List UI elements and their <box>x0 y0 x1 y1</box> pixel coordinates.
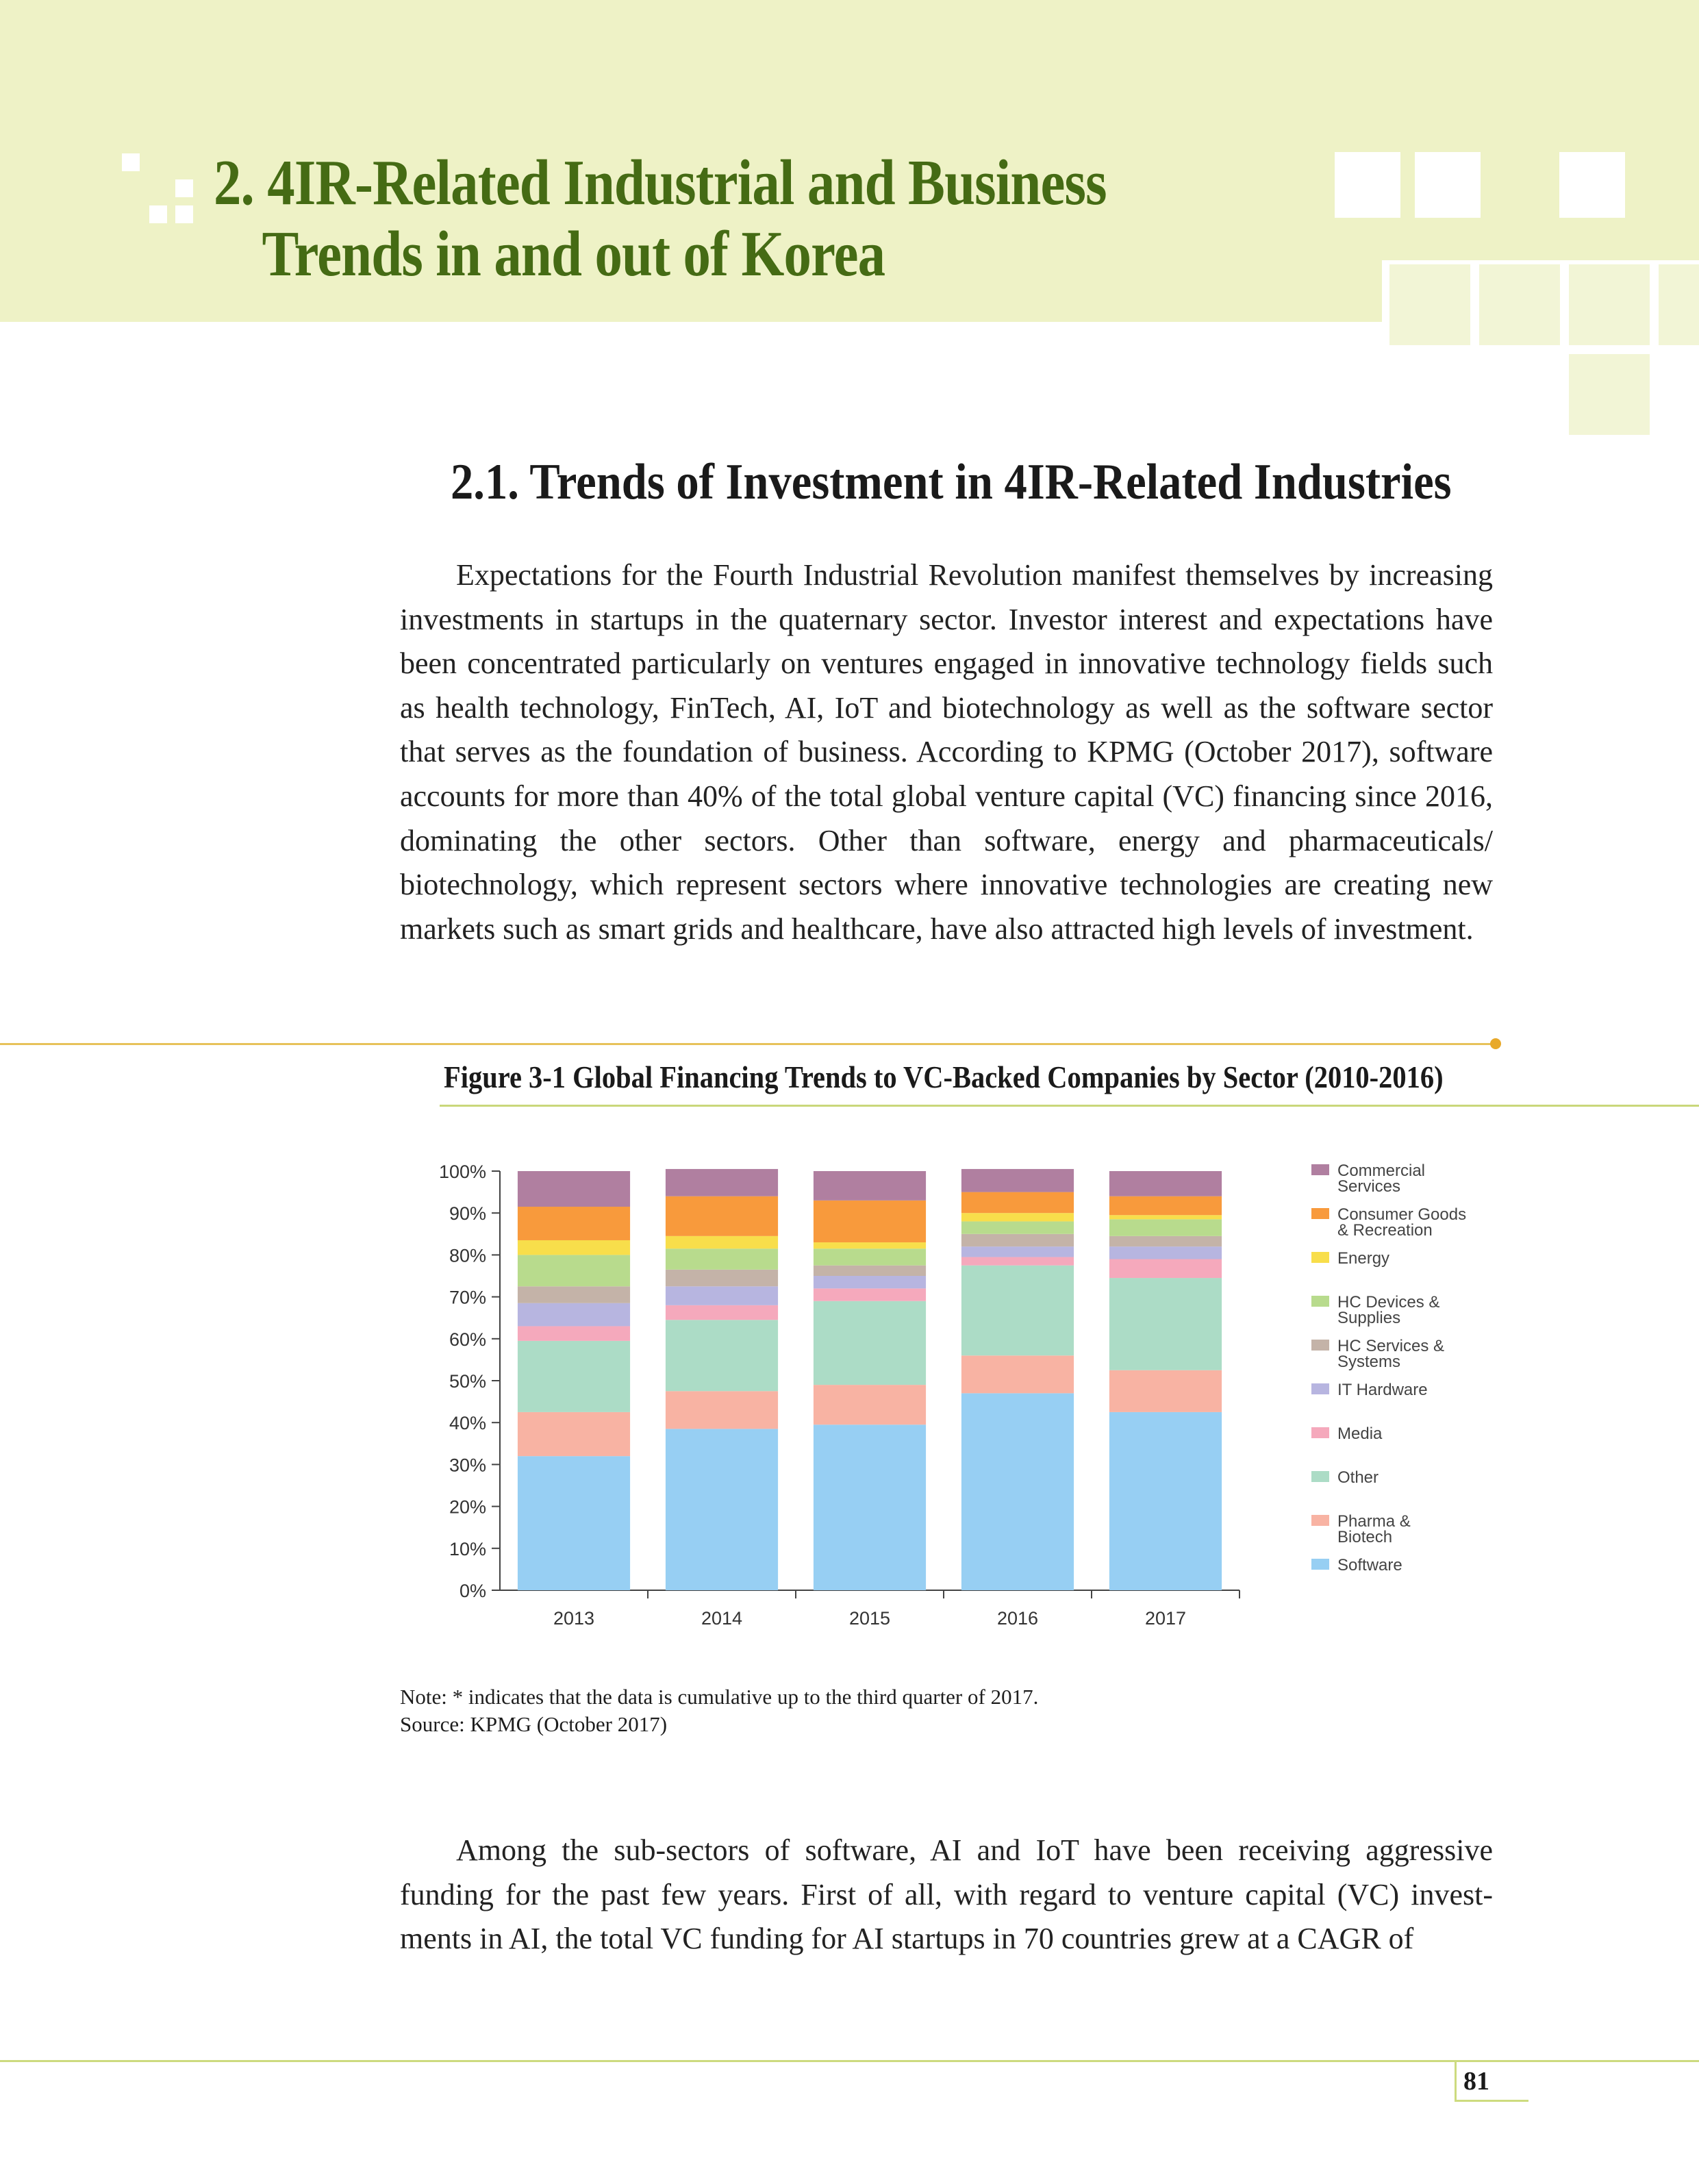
bar-segment <box>961 1221 1074 1233</box>
bar-segment <box>666 1196 778 1236</box>
bar-segment <box>1109 1259 1222 1279</box>
figure-top-rule <box>0 1043 1493 1045</box>
legend-label: HC Services & Systems <box>1337 1337 1445 1371</box>
decorative-square <box>1569 354 1650 435</box>
footer-rule <box>0 2060 1699 2062</box>
x-tick-label: 2016 <box>996 1608 1039 1629</box>
bar-segment <box>961 1355 1074 1393</box>
decorative-square <box>175 179 193 197</box>
decorative-square <box>1559 152 1625 218</box>
bar-segment <box>1109 1171 1222 1196</box>
y-tick-label: 40% <box>449 1413 486 1434</box>
bar-segment <box>814 1424 926 1590</box>
bar-segment <box>518 1341 630 1412</box>
chapter-title-line: Trends in and out of Korea <box>262 218 885 290</box>
bar-segment <box>666 1169 778 1196</box>
bar-segment <box>666 1320 778 1391</box>
x-tick-label: 2014 <box>701 1608 743 1629</box>
bar-segment <box>814 1171 926 1201</box>
bar-segment <box>1109 1412 1222 1590</box>
x-tick-label: 2017 <box>1144 1608 1187 1629</box>
decorative-square <box>175 205 193 223</box>
bar-segment <box>666 1391 778 1429</box>
decorative-square <box>1569 264 1650 345</box>
decorative-square <box>122 153 140 171</box>
bar-segment <box>518 1207 630 1240</box>
y-tick-label: 90% <box>449 1203 486 1225</box>
body-paragraph <box>400 1829 1493 1961</box>
bar-segment <box>518 1255 630 1286</box>
y-tick-label: 100% <box>438 1162 486 1182</box>
bar-segment <box>1109 1219 1222 1235</box>
bar-segment <box>1109 1196 1222 1216</box>
bar-segment <box>1109 1278 1222 1370</box>
legend-swatch <box>1311 1252 1329 1263</box>
x-tick-label: 2015 <box>848 1608 891 1629</box>
bar-segment <box>666 1270 778 1286</box>
x-tick-label: 2013 <box>553 1608 595 1629</box>
figure-rule-dot <box>1490 1038 1501 1049</box>
bar-segment <box>961 1257 1074 1265</box>
bar-segment <box>518 1240 630 1255</box>
bar-segment <box>518 1326 630 1340</box>
y-tick-label: 70% <box>449 1287 486 1308</box>
bar-segment <box>518 1286 630 1303</box>
bar-segment <box>666 1305 778 1320</box>
decorative-square <box>149 205 167 223</box>
bar-segment <box>961 1266 1074 1356</box>
legend-label: Media <box>1337 1424 1383 1443</box>
bar-segment <box>666 1286 778 1305</box>
body-paragraph <box>400 553 1493 951</box>
bar-segment <box>814 1276 926 1288</box>
legend-label: Pharma & Biotech <box>1337 1512 1411 1546</box>
decorative-square <box>1415 152 1481 218</box>
bar-segment <box>961 1169 1074 1192</box>
bar-segment <box>961 1192 1074 1214</box>
bar-segment <box>961 1213 1074 1221</box>
y-tick-label: 50% <box>449 1371 486 1392</box>
page-number: 81 <box>1463 2067 1489 2096</box>
bar-segment <box>1109 1246 1222 1259</box>
decorative-square <box>1659 264 1699 345</box>
bar-segment <box>961 1234 1074 1246</box>
decorative-square <box>1389 264 1470 345</box>
bar-segment <box>961 1246 1074 1257</box>
figure-source-text: Source: KPMG (October 2017) <box>400 1712 668 1736</box>
bar-segment <box>518 1171 630 1207</box>
bar-segment <box>814 1288 926 1301</box>
figure-note <box>400 1683 1038 1738</box>
bar-segment <box>814 1266 926 1276</box>
legend-label: Other <box>1337 1468 1379 1487</box>
legend-swatch <box>1311 1208 1329 1219</box>
bar-segment <box>961 1393 1074 1590</box>
chapter-title <box>214 147 1107 290</box>
body-paragraph-text: Expectations for the Fourth Industrial Revolution manifest themselves by increasing investments in startups in the quaternary sector. Investor interest and expectations have been concentrated particularly on ventures engaged in innovative technology fields such as health technology, FinTech, AI, IoT and biotechnology as well as the software sector that serves as the foundation of business. According to KPMG (October 2017), software accounts for more than 40% of the total global venture capital (VC) financing since 2016, dominating the other sectors. Other than software, energy and pharmaceuticals/ biotechnology, which represent sectors where innovative technologies are creating new markets such as smart grids and healthcare, have also attracted high levels of investment. <box>400 558 1493 946</box>
y-tick-label: 10% <box>449 1538 486 1559</box>
caption-rule <box>440 1105 1699 1107</box>
bar-segment <box>814 1248 926 1265</box>
legend-swatch <box>1311 1471 1329 1482</box>
legend-swatch <box>1311 1296 1329 1307</box>
y-tick-label: 0% <box>459 1581 486 1601</box>
legend-label: Commercial Services <box>1337 1162 1426 1196</box>
bar-segment <box>666 1236 778 1248</box>
bar-segment <box>518 1456 630 1590</box>
legend-label: Consumer Goods & Recreation <box>1337 1205 1467 1240</box>
bar-segment <box>814 1242 926 1248</box>
bar-segment <box>666 1248 778 1270</box>
bar-segment <box>518 1412 630 1456</box>
y-tick-label: 30% <box>449 1455 486 1476</box>
legend-swatch <box>1311 1559 1329 1570</box>
bar-segment <box>1109 1215 1222 1219</box>
bar-segment <box>1109 1370 1222 1412</box>
bar-segment <box>814 1385 926 1424</box>
bar-segment <box>666 1429 778 1590</box>
bar-segment <box>814 1301 926 1385</box>
y-tick-label: 80% <box>449 1245 486 1266</box>
figure-note-text: Note: * indicates that the data is cumulative up to the third quarter of 2017. <box>400 1685 1039 1709</box>
bar-segment <box>518 1303 630 1327</box>
legend-swatch <box>1311 1383 1329 1394</box>
legend-label: HC Devices & Supplies <box>1337 1293 1440 1327</box>
decorative-square <box>1335 152 1400 218</box>
y-tick-label: 60% <box>449 1329 486 1350</box>
y-tick-label: 20% <box>449 1496 486 1518</box>
legend-swatch <box>1311 1164 1329 1175</box>
figure-caption: Figure 3-1 Global Financing Trends to VC-Backed Companies by Sector (2010-2016) <box>444 1059 1444 1094</box>
bar-segment <box>814 1201 926 1242</box>
legend-swatch <box>1311 1427 1329 1438</box>
legend-swatch <box>1311 1515 1329 1526</box>
legend-label: Energy <box>1337 1249 1390 1268</box>
chapter-title-line: 2. 4IR-Related Industrial and Business <box>214 147 1107 218</box>
stacked-bar-chart <box>425 1137 1507 1644</box>
legend-swatch <box>1311 1340 1329 1351</box>
body-paragraph-text: Among the sub-sectors of software, AI and IoT have been receiving aggressive funding for the past few years. First of all, with regard to venture capital (VC) invest- ments in AI, the total VC funding for AI startups in 70 countries grew at a CAGR of <box>400 1833 1493 1956</box>
decorative-square <box>1479 264 1560 345</box>
section-heading: 2.1. Trends of Investment in 4IR-Related Industries <box>451 454 1452 510</box>
legend-label: Software <box>1337 1556 1402 1574</box>
legend-label: IT Hardware <box>1337 1381 1428 1399</box>
bar-segment <box>1109 1236 1222 1246</box>
